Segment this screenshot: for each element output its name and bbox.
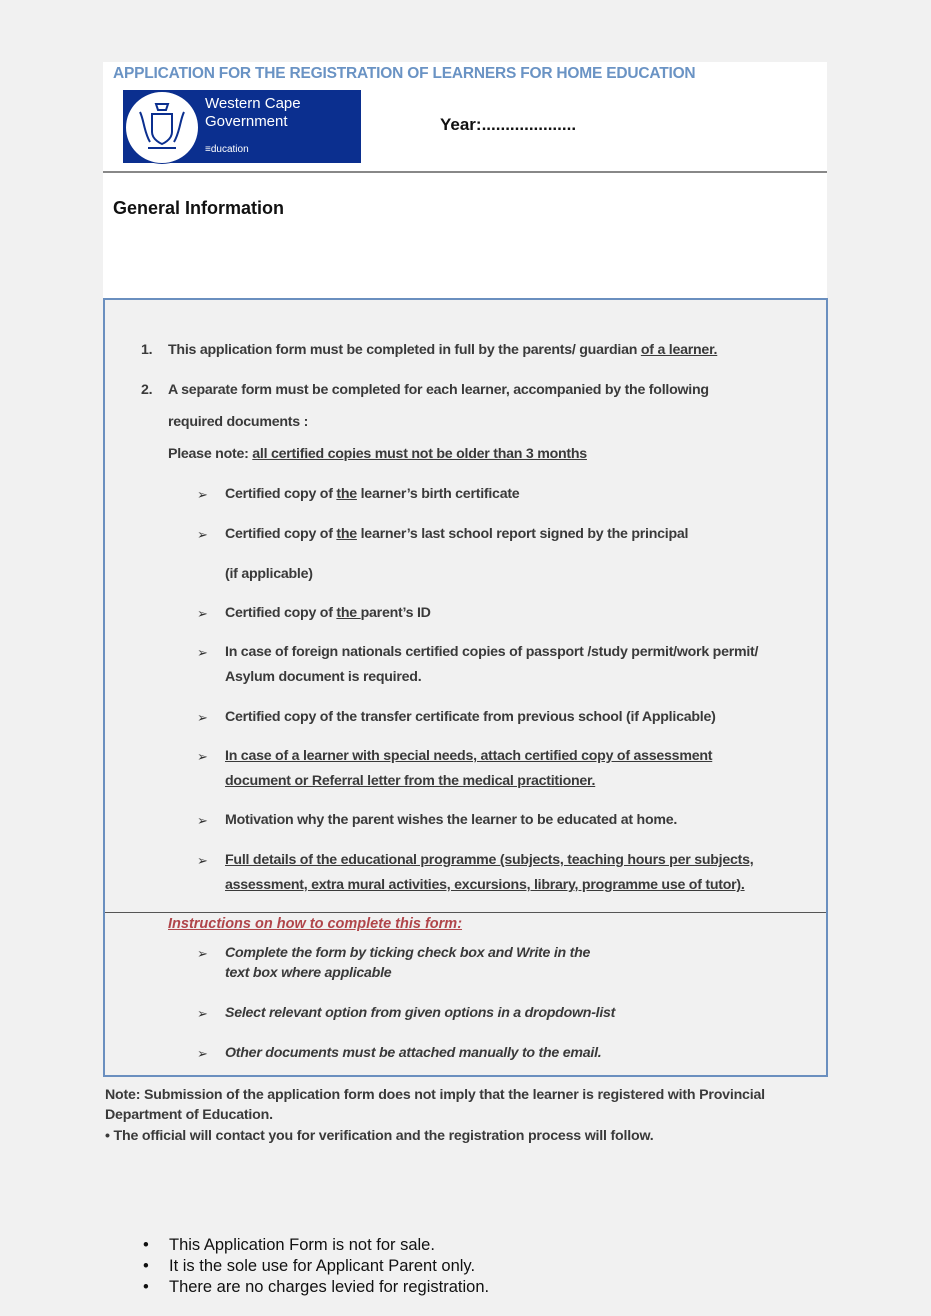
logo-line-2: Government bbox=[205, 113, 288, 130]
footer-bullet-item bbox=[143, 1257, 475, 1276]
arrow-bullet-icon: ➢ bbox=[197, 645, 208, 660]
arrow-bullet-icon: ➢ bbox=[197, 606, 208, 621]
bullet-icon: • bbox=[143, 1278, 149, 1296]
arrow-bullet-icon: ➢ bbox=[197, 527, 208, 542]
text-segment: In case of a learner with special needs, attach certified copy of assessment bbox=[225, 748, 713, 764]
text-segment: assessment, extra mural activities, excursions, library, programme use of tutor). bbox=[225, 877, 745, 893]
document-item-line bbox=[225, 812, 677, 828]
document-item-line bbox=[225, 748, 712, 764]
arrow-bullet-icon: ➢ bbox=[197, 1046, 208, 1061]
instruction-item-line bbox=[225, 965, 391, 981]
footer-bullet-item bbox=[143, 1236, 435, 1255]
document-item-line bbox=[225, 644, 758, 660]
text-segment: document or Referral letter from the medical practitioner. bbox=[225, 773, 596, 789]
text-segment: This application form must be completed in full by the parents/ guardian bbox=[168, 342, 641, 358]
footer-bullet-text: It is the sole use for Applicant Parent only. bbox=[169, 1257, 476, 1275]
year-field[interactable]: Year:.................... bbox=[440, 115, 577, 134]
text-segment: In case of foreign nationals certified copies of passport /study permit/work permit/ bbox=[225, 644, 759, 660]
text-segment: the bbox=[336, 605, 361, 621]
numbered-item-line bbox=[168, 446, 587, 462]
arrow-bullet-icon: ➢ bbox=[197, 749, 208, 764]
divider bbox=[103, 171, 827, 173]
text-segment: Motivation why the parent wishes the learner to be educated at home. bbox=[225, 812, 678, 828]
document-item-line bbox=[225, 877, 745, 893]
logo-subtext: ≡ducation bbox=[205, 144, 249, 155]
box-divider bbox=[105, 912, 826, 913]
text-segment: Select relevant option from given options in a dropdown-list bbox=[225, 1005, 616, 1021]
instruction-item-line bbox=[225, 1005, 615, 1021]
text-segment: Other documents must be attached manually to the email. bbox=[225, 1045, 602, 1061]
instruction-item-line bbox=[225, 945, 590, 961]
document-item-line bbox=[225, 566, 313, 582]
text-segment: text box where applicable bbox=[225, 965, 392, 981]
text-segment: the bbox=[336, 486, 357, 502]
text-segment: required documents : bbox=[168, 414, 309, 430]
arrow-bullet-icon: ➢ bbox=[197, 487, 208, 502]
bullet-icon: • bbox=[143, 1257, 149, 1275]
text-segment: Full details of the bbox=[225, 852, 341, 868]
text-segment: all certified copies must not be older than 3 months bbox=[252, 446, 587, 462]
numbered-item-line bbox=[168, 414, 308, 430]
document-item-line bbox=[225, 773, 595, 789]
document-item-line bbox=[225, 709, 716, 725]
arrow-bullet-icon: ➢ bbox=[197, 710, 208, 725]
footer-bullet-item bbox=[143, 1278, 489, 1297]
text-segment: learner’s birth certificate bbox=[356, 486, 520, 502]
text-segment: Asylum document is required. bbox=[225, 669, 422, 685]
text-segment: Certified copy of bbox=[225, 605, 337, 621]
coat-of-arms-icon bbox=[125, 91, 199, 164]
footer-bullet-text: There are no charges levied for registration. bbox=[169, 1278, 490, 1296]
text-segment: educational programme (subjects, teaching hours per subjects, bbox=[340, 852, 754, 868]
logo-text bbox=[205, 95, 301, 131]
text-segment: Certified copy of the transfer certificate from previous school (if Applicable) bbox=[225, 709, 716, 725]
document-item-line bbox=[225, 669, 421, 685]
note-line-2: Department of Education. bbox=[105, 1107, 273, 1123]
text-segment: Complete the form by ticking check box and Write in the bbox=[225, 945, 591, 961]
arrow-bullet-icon: ➢ bbox=[197, 853, 208, 868]
document-item-line bbox=[225, 852, 753, 868]
text-segment: parent’s ID bbox=[360, 605, 431, 621]
footer-bullet-text: This Application Form is not for sale. bbox=[169, 1236, 435, 1254]
note-line-1: Note: Submission of the application form does not imply that the learner is registered with Provincial bbox=[105, 1087, 765, 1103]
item-number: 1. bbox=[141, 342, 153, 358]
bullet-icon: • bbox=[143, 1236, 149, 1254]
text-segment: Certified copy of bbox=[225, 526, 337, 542]
section-title: General Information bbox=[113, 198, 285, 218]
arrow-bullet-icon: ➢ bbox=[197, 946, 208, 961]
document-item-line bbox=[225, 605, 431, 621]
text-segment: Certified copy of bbox=[225, 486, 337, 502]
document-item-line bbox=[225, 486, 519, 502]
logo-line-1: Western Cape bbox=[205, 95, 301, 112]
note-line-3: • The official will contact you for verification and the registration process will follow. bbox=[105, 1128, 654, 1144]
item-number: 2. bbox=[141, 382, 153, 398]
document-item-line bbox=[225, 526, 688, 542]
text-segment: (if applicable) bbox=[225, 566, 313, 582]
text-segment: learner’s last school report signed by the principal bbox=[356, 526, 689, 542]
instruction-item-line bbox=[225, 1045, 602, 1061]
numbered-item-line bbox=[168, 382, 709, 398]
numbered-item-line bbox=[168, 342, 717, 358]
arrow-bullet-icon: ➢ bbox=[197, 1006, 208, 1021]
instructions-heading: Instructions on how to complete this form: bbox=[168, 916, 463, 932]
form-title: APPLICATION FOR THE REGISTRATION OF LEARNERS FOR HOME EDUCATION bbox=[113, 65, 696, 82]
text-segment: Please note: bbox=[168, 446, 253, 462]
arrow-bullet-icon: ➢ bbox=[197, 813, 208, 828]
text-segment: A separate form must be completed for each learner, accompanied by the following bbox=[168, 382, 709, 398]
text-segment: of a learner. bbox=[640, 342, 718, 358]
text-segment: the bbox=[336, 526, 357, 542]
